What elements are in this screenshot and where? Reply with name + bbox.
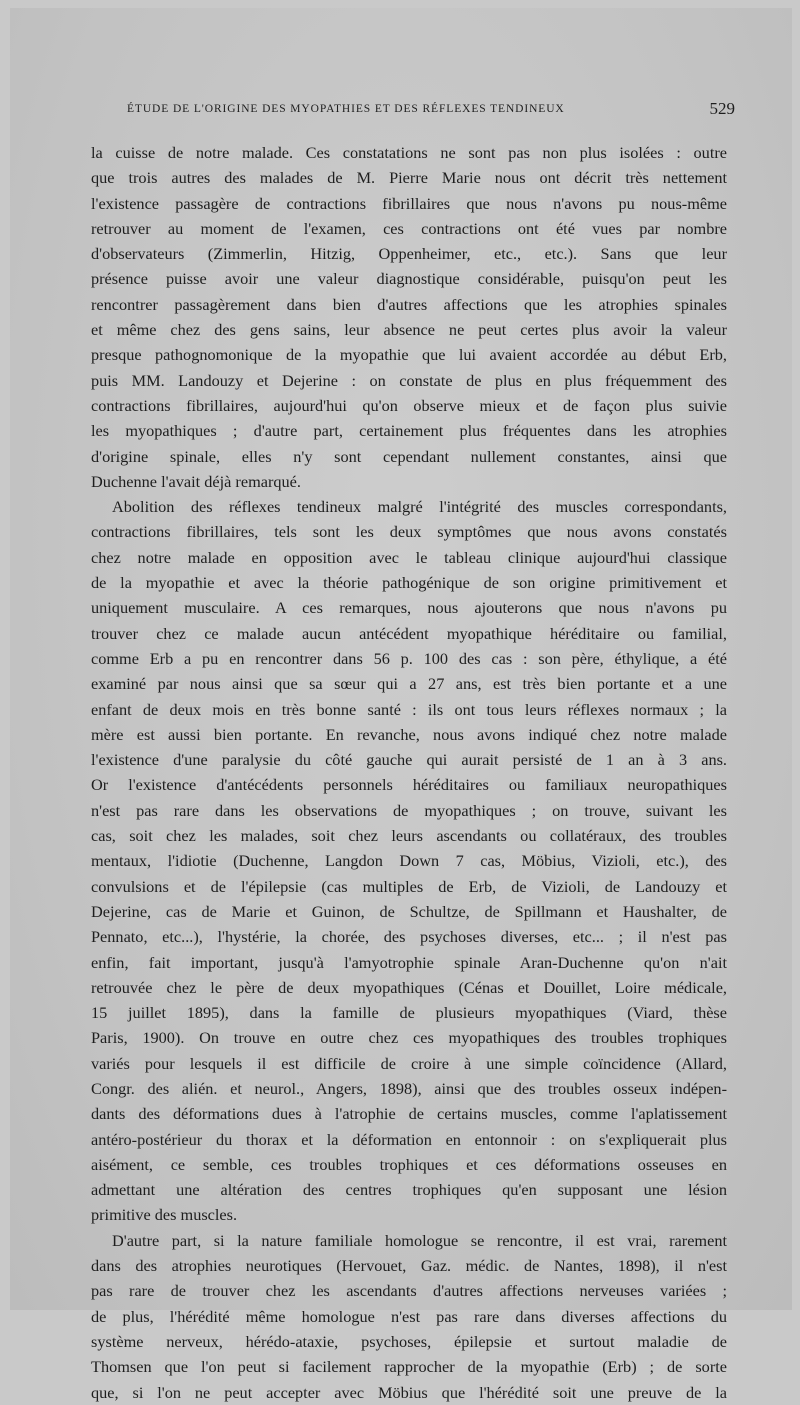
text-line: enfant de deux mois en très bonne santé : ils ont tous leurs réflexes normaux ; la (91, 699, 727, 719)
text-line: antéro-postérieur du thorax et la déformation en entonnoir : on s'expliquerait plus (91, 1129, 727, 1149)
text-line: d'origine spinale, elles n'y sont cependant nullement constantes, ainsi que (91, 446, 727, 466)
paragraph (91, 140, 727, 494)
text-line: que, si l'on ne peut accepter avec Möbius que l'hérédité soit une preuve de la (91, 1382, 727, 1402)
text-line: les myopathiques ; d'autre part, certainement plus fréquentes dans les atrophies (91, 421, 727, 441)
text-line: mentaux, l'idiotie (Duchenne, Langdon Down 7 cas, Möbius, Vizioli, etc.), des (91, 851, 727, 871)
text-line: l'existence d'une paralysie du côté gauche qui aurait persisté de 1 an à 3 ans. (91, 750, 727, 770)
text-line: Thomsen que l'on peut si facilement rapprocher de la myopathie (Erb) ; de sorte (91, 1357, 727, 1377)
text-line: Abolition des réflexes tendineux malgré l'intégrité des muscles correspondants, (112, 497, 727, 517)
text-line: pas rare de trouver chez les ascendants d'autres affections nerveuses variées ; (91, 1281, 727, 1301)
text-line: de la myopathie et avec la théorie pathogénique de son origine primitivement et (91, 573, 727, 593)
text-line: présence puisse avoir une valeur diagnostique considérable, puisqu'on peut les (91, 269, 727, 289)
text-line: Paris, 1900). On trouve en outre chez ces myopathiques des troubles trophiques (91, 1028, 727, 1048)
text-line: variés pour lesquels il est difficile de croire à une simple coïncidence (Allard, (91, 1053, 727, 1073)
text-line: trouver chez ce malade aucun antécédent myopathique héréditaire ou familial, (91, 623, 727, 643)
text-line: retrouver au moment de l'examen, ces contractions ont été vues par nombre (91, 218, 727, 238)
text-line: rencontrer passagèrement dans bien d'autres affections que les atrophies spinales (91, 294, 727, 314)
text-line: aisément, ce semble, ces troubles trophiques et ces déformations osseuses en (91, 1154, 727, 1174)
text-line: comme Erb a pu en rencontrer dans 56 p. 100 des cas : son père, éthylique, a été (91, 648, 727, 668)
text-line: presque pathognomonique de la myopathie que lui avaient accordée au début Erb, (91, 345, 727, 365)
text-line: 15 juillet 1895), dans la famille de plusieurs myopathiques (Viard, thèse (91, 1003, 727, 1023)
text-line: enfin, fait important, jusqu'à l'amyotrophie spinale Aran-Duchenne qu'on n'ait (91, 952, 727, 972)
text-line: chez notre malade en opposition avec le tableau clinique aujourd'hui classique (91, 547, 727, 567)
paragraph (91, 494, 727, 1228)
text-line: Duchenne l'avait déjà remarqué. (91, 471, 301, 491)
text-line: que trois autres des malades de M. Pierre Marie nous ont décrit très nettement (91, 168, 727, 188)
text-line: la cuisse de notre malade. Ces constatations ne sont pas non plus isolées : outre (91, 143, 727, 162)
text-line: retrouvée chez le père de deux myopathiques (Cénas et Douillet, Loire médicale, (91, 977, 727, 997)
text-line: admettant une altération des centres trophiques qu'en supposant une lésion (91, 1180, 727, 1200)
text-line: contractions fibrillaires, tels sont les deux symptômes que nous avons constatés (91, 522, 727, 542)
text-line: examiné par nous ainsi que sa sœur qui a 27 ans, est très bien portante et a une (91, 674, 727, 694)
text-line: l'existence passagère de contractions fibrillaires que nous n'avons pu nous-même (91, 193, 727, 213)
text-line: de plus, l'hérédité même homologue n'est pas rare dans diverses affections du (91, 1306, 727, 1326)
text-line: uniquement musculaire. A ces remarques, nous ajouterons que nous n'avons pu (91, 598, 727, 618)
text-line: puis MM. Landouzy et Dejerine : on constate de plus en plus fréquemment des (91, 370, 727, 390)
text-line: contractions fibrillaires, aujourd'hui qu'on observe mieux et de façon plus suivie (91, 395, 727, 415)
book-page (10, 8, 792, 1402)
text-line: D'autre part, si la nature familiale homologue se rencontre, il est vrai, rarement (112, 1230, 727, 1250)
text-line: Congr. des alién. et neurol., Angers, 1898), ainsi que des troubles osseux indépen- (91, 1078, 727, 1098)
body-text (91, 140, 727, 1405)
text-line: Pennato, etc...), l'hystérie, la chorée, des psychoses diverses, etc... ; il n'est pas (91, 927, 727, 947)
page-number: 529 (709, 99, 735, 118)
running-title: ÉTUDE DE L'ORIGINE DES MYOPATHIES ET DES RÉFLEXES TENDINEUX (127, 103, 565, 115)
text-line: cas, soit chez les malades, soit chez leurs ascendants ou collatéraux, des troubles (91, 826, 727, 846)
text-line: mère est aussi bien portante. En revanche, nous avons indiqué chez notre malade (91, 724, 727, 744)
text-line: Or l'existence d'antécédents personnels héréditaires ou familiaux neuropathiques (91, 775, 727, 795)
text-line: d'observateurs (Zimmerlin, Hitzig, Oppenheimer, etc., etc.). Sans que leur (91, 244, 727, 264)
paragraph (91, 1228, 727, 1405)
running-header (127, 99, 735, 118)
text-line: Dejerine, cas de Marie et Guinon, de Schultze, de Spillmann et Haushalter, de (91, 901, 727, 921)
text-line: convulsions et de l'épilepsie (cas multiples de Erb, de Vizioli, de Landouzy et (91, 876, 727, 896)
text-line: n'est pas rare dans les observations de myopathiques ; on trouve, suivant les (91, 800, 727, 820)
text-line: primitive des muscles. (91, 1205, 238, 1225)
text-line: dans des atrophies neurotiques (Hervouet, Gaz. médic. de Nantes, 1898), il n'est (91, 1256, 727, 1276)
text-line: et même chez des gens sains, leur absence ne peut certes plus avoir la valeur (91, 320, 727, 340)
text-line: dants des déformations dues à l'atrophie de certains muscles, comme l'aplatissement (91, 1104, 727, 1124)
text-line: système nerveux, hérédo-ataxie, psychoses, épilepsie et surtout maladie de (91, 1331, 727, 1351)
